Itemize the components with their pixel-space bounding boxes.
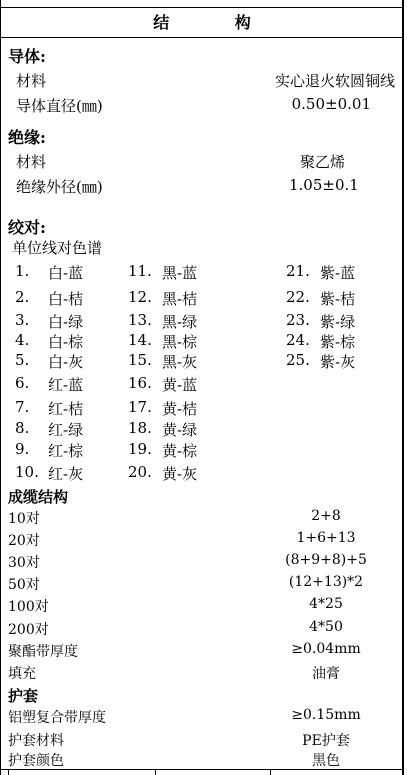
insulation-heading: 绝缘: [8, 128, 46, 147]
pair-number: 17. [128, 398, 152, 416]
pair-color: 紫-灰 [320, 353, 356, 371]
cable-row-value: (12+13)*2 [288, 574, 364, 590]
cable-row-value: ≥0.04mm [291, 641, 361, 657]
page-title: 结 构 [0, 8, 404, 38]
pair-color: 红-棕 [48, 442, 84, 460]
column-tick [8, 769, 9, 775]
insulation-outer-label: 绝缘外径(㎜) [16, 178, 103, 196]
cable-row-value: 1+6+13 [296, 530, 356, 546]
pair-color: 黄-灰 [162, 465, 198, 483]
pair-color: 红-灰 [48, 465, 84, 483]
pair-color: 黑-灰 [162, 353, 198, 371]
pair-color: 紫-蓝 [320, 264, 356, 282]
pair-number: 6. [15, 374, 30, 392]
cable-heading: 成缆结构 [8, 488, 69, 506]
cable-row-value: 4*25 [309, 596, 343, 612]
pair-color: 紫-棕 [320, 333, 356, 351]
pair-number: 10. [15, 463, 39, 481]
pair-color: 白-绿 [48, 313, 84, 331]
conductor-material-value: 实心退火软圆铜线 [274, 72, 395, 90]
cable-row-value: (8+9+8)+5 [285, 552, 367, 568]
bottom-border [0, 769, 404, 770]
pair-number: 18. [128, 419, 152, 437]
column-tick [155, 769, 156, 775]
pair-color: 黑-蓝 [162, 264, 198, 282]
pair-color: 黄-绿 [162, 421, 198, 439]
cable-row-label: 聚酯带厚度 [8, 644, 78, 660]
cable-row-label: 20对 [8, 533, 40, 549]
insulation-material-label: 材料 [16, 153, 47, 171]
sheath-heading: 护套 [8, 687, 39, 705]
conductor-diameter-value: 0.50±0.01 [291, 95, 371, 113]
pair-color: 黑-桔 [162, 290, 198, 308]
sheath-row-value: 黑色 [312, 753, 340, 769]
pair-color: 红-桔 [48, 400, 84, 418]
cable-row-value: 4*50 [309, 619, 343, 635]
pair-number: 5. [15, 351, 30, 369]
pair-number: 14. [128, 331, 152, 349]
sheath-row-value: ≥0.15mm [291, 707, 361, 723]
pair-number: 15. [128, 351, 152, 369]
cable-row-value: 2+8 [311, 508, 341, 524]
sheath-row-value: PE护套 [302, 733, 350, 749]
pair-color: 红-绿 [48, 421, 84, 439]
pair-number: 25. [286, 351, 310, 369]
cable-row-label: 100对 [8, 599, 49, 615]
sheath-row-label: 护套颜色 [8, 753, 64, 769]
pair-color: 黄-棕 [162, 442, 198, 460]
column-tick [270, 769, 271, 775]
pair-number: 11. [128, 262, 152, 280]
pair-number: 23. [286, 311, 310, 329]
pair-number: 20. [128, 463, 152, 481]
cable-row-value: 油膏 [312, 666, 340, 682]
pair-number: 13. [128, 311, 152, 329]
pair-number: 8. [15, 419, 30, 437]
pair-number: 4. [15, 331, 30, 349]
cable-row-label: 30对 [8, 555, 40, 571]
cable-row-label: 10对 [8, 511, 40, 527]
conductor-diameter-label: 导体直径(㎜) [16, 97, 103, 115]
pair-number: 2. [15, 288, 30, 306]
pair-color: 黄-桔 [162, 400, 198, 418]
sheath-row-label: 护套材料 [8, 733, 64, 749]
pair-number: 9. [15, 440, 30, 458]
pair-color: 紫-绿 [320, 313, 356, 331]
insulation-outer-value: 1.05±0.1 [289, 176, 359, 194]
pair-color: 黑-棕 [162, 333, 198, 351]
pair-number: 21. [286, 262, 310, 280]
color-code-subheading: 单位线对色谱 [12, 239, 103, 257]
pair-number: 24. [286, 331, 310, 349]
pair-color: 红-蓝 [48, 376, 84, 394]
top-border [0, 0, 404, 8]
conductor-heading: 导体: [8, 47, 46, 66]
pair-color: 白-蓝 [48, 264, 84, 282]
cable-row-label: 50对 [8, 577, 40, 593]
pair-number: 1. [15, 262, 30, 280]
sheath-row-label: 铝塑复合带厚度 [8, 710, 106, 726]
pair-color: 黄-蓝 [162, 376, 198, 394]
pair-color: 紫-桔 [320, 290, 356, 308]
pair-number: 22. [286, 288, 310, 306]
pair-number: 3. [15, 311, 30, 329]
pair-color: 白-灰 [48, 353, 84, 371]
pair-number: 19. [128, 440, 152, 458]
insulation-material-value: 聚乙烯 [300, 153, 346, 171]
cable-row-label: 填充 [8, 666, 36, 682]
pair-number: 12. [128, 288, 152, 306]
pair-number: 16. [128, 374, 152, 392]
pair-color: 黑-绿 [162, 313, 198, 331]
pair-color: 白-棕 [48, 333, 84, 351]
pair-number: 7. [15, 398, 30, 416]
conductor-material-label: 材料 [16, 72, 47, 90]
twisting-heading: 绞对: [8, 218, 46, 237]
pair-color: 白-桔 [48, 290, 84, 308]
cable-row-label: 200对 [8, 622, 49, 638]
